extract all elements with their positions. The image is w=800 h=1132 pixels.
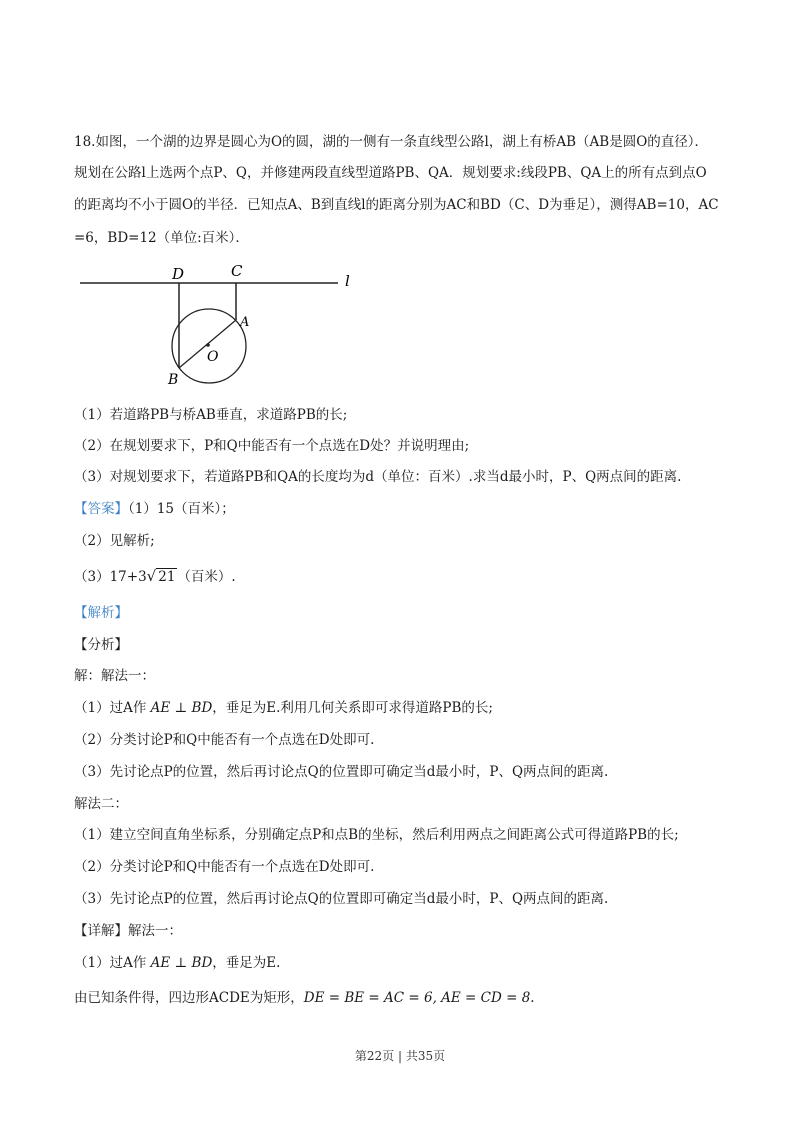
answer-2: （2）见解析; <box>74 533 155 549</box>
label-l: l <box>345 272 350 290</box>
method-2-step-3: （3）先讨论点P的位置，然后再讨论点Q的位置即可确定当d最小时，P、Q两点间的距离. <box>74 891 609 907</box>
method-2-title: 解法二： <box>74 796 128 812</box>
detail-step-1 <box>74 953 280 973</box>
answer-3-suffix: （百米）. <box>177 569 236 585</box>
question-3: （3）对规划要求下，若道路PB和QA的长度均为d（单位：百米）.求当d最小时，P、Q两点间的距离. <box>74 469 682 485</box>
method-2-step-2: （2）分类讨论P和Q中能否有一个点选在D处即可. <box>74 859 375 875</box>
answer-3-prefix: （3）17+3 <box>74 569 147 585</box>
m1-1-post: ，垂足为E.利用几何关系即可求得道路PB的长; <box>212 700 493 716</box>
d1-math: AE ⊥ BD <box>150 955 213 971</box>
method-1-step-3: （3）先讨论点P的位置，然后再讨论点Q的位置即可确定当d最小时，P、Q两点间的距离. <box>74 764 609 780</box>
method-1-step-1 <box>74 698 493 718</box>
question-1: （1）若道路PB与桥AB垂直，求道路PB的长; <box>74 407 348 423</box>
question-2: （2）在规划要求下，P和Q中能否有一个点选在D处？并说明理由; <box>74 438 470 454</box>
method-1-step-2: （2）分类讨论P和Q中能否有一个点选在D处即可. <box>74 732 375 748</box>
answer-1: （1）15（百米）； <box>128 501 235 517</box>
label-B: B <box>168 372 179 388</box>
page-footer: 第22页 | 共35页 <box>354 1049 446 1063</box>
problem-line-1: 18.如图，一个湖的边界是圆心为O的圆，湖的一侧有一条直线型公路l，湖上有桥AB（AB是圆O的直径）． <box>74 134 709 150</box>
detail-step-2 <box>74 988 535 1008</box>
d2-post: . <box>530 990 535 1006</box>
problem-line-2: 规划在公路l上选两个点P、Q，并修建两段直线型道路PB、QA．规划要求:线段PB、QA上的所有点到点O <box>74 165 707 181</box>
m1-1-math: AE ⊥ BD <box>150 700 213 716</box>
answer-3-radicand: 21 <box>158 569 176 585</box>
center-point-O <box>206 343 210 347</box>
method-2-step-1: （1）建立空间直角坐标系，分别确定点P和点B的坐标，然后利用两点之间距离公式可得道路PB的长; <box>74 827 679 843</box>
answer-line-1 <box>74 499 235 519</box>
answer-line-3 <box>74 566 236 587</box>
d2-pre: 由已知条件得，四边形ACDE为矩形， <box>74 990 304 1006</box>
sqrt-icon: √ <box>146 567 157 585</box>
d1-pre: （1）过A作 <box>74 955 151 971</box>
detail-title: 【详解】解法一： <box>74 923 182 939</box>
d1-post: ，垂足为E. <box>212 955 281 971</box>
analysis-fenxi: 【分析】 <box>74 637 128 653</box>
label-O: O <box>207 349 219 365</box>
geometry-figure <box>74 258 374 390</box>
method-1-title: 解：解法一： <box>74 668 155 684</box>
answer-tag: 【答案】 <box>74 501 128 517</box>
d2-math: DE = BE = AC = 6, AE = CD = 8 <box>303 990 531 1006</box>
label-C: C <box>231 262 243 280</box>
problem-line-3: 的距离均不小于圆O的半径．已知点A、B到直线l的距离分别为AC和BD（C、D为垂足），测得AB=10，AC <box>74 197 719 213</box>
m1-1-pre: （1）过A作 <box>74 700 151 716</box>
problem-line-4: =6，BD=12（单位:百米）． <box>74 230 249 246</box>
label-A: A <box>240 315 250 330</box>
label-D: D <box>172 265 185 283</box>
analysis-tag: 【解析】 <box>74 605 128 621</box>
